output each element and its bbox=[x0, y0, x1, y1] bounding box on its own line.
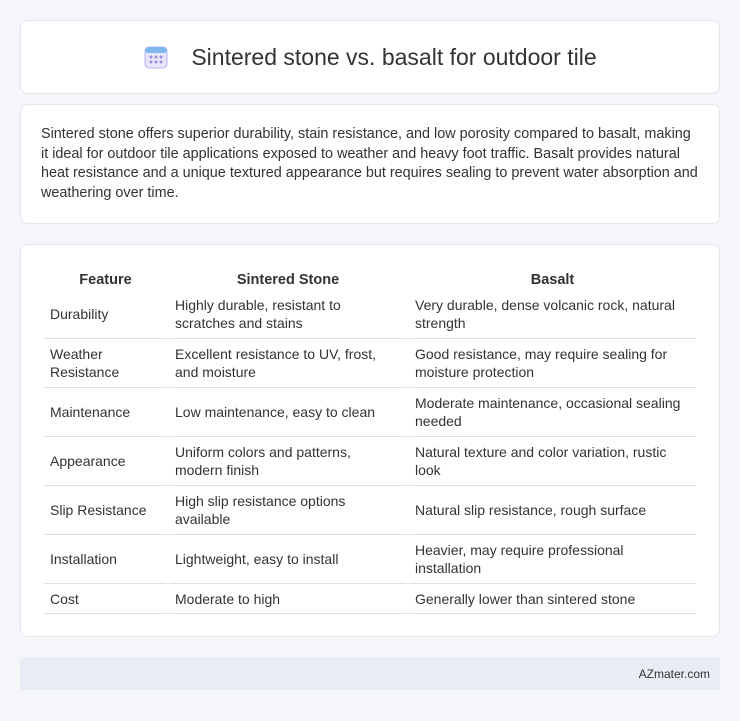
feature-cell: Maintenance bbox=[44, 388, 167, 437]
feature-cell: Slip Resistance bbox=[44, 486, 167, 535]
footer bbox=[20, 657, 720, 690]
summary-text: Sintered stone offers superior durability, stain resistance, and low porosity compared to basalt, making it ideal for outdoor tile applications exposed to weather and heavy foot traffic. Basalt provides natural heat resistance and a unique textured appearance but requires sealing to prevent water absorption and weathering over time. bbox=[41, 126, 698, 201]
header-feature: Feature bbox=[79, 271, 132, 288]
footer-brand[interactable]: AZmater.com bbox=[638, 666, 710, 681]
table-row bbox=[44, 339, 696, 388]
basalt-cell: Generally lower than sintered stone bbox=[409, 584, 696, 614]
basalt-cell: Heavier, may require professional installation bbox=[409, 535, 696, 584]
feature-cell: Cost bbox=[44, 584, 167, 614]
feature-cell: Durability bbox=[44, 290, 167, 339]
sintered-cell: Lightweight, easy to install bbox=[169, 535, 407, 584]
calendar-icon bbox=[143, 44, 169, 70]
table-row bbox=[44, 486, 696, 535]
title-card bbox=[20, 20, 720, 94]
feature-cell: Appearance bbox=[44, 437, 167, 486]
table-header-row bbox=[44, 265, 696, 290]
basalt-cell: Moderate maintenance, occasional sealing needed bbox=[409, 388, 696, 437]
sintered-cell: Low maintenance, easy to clean bbox=[169, 388, 407, 437]
basalt-cell: Natural slip resistance, rough surface bbox=[409, 486, 696, 535]
feature-cell: Weather Resistance bbox=[44, 339, 167, 388]
table-row bbox=[44, 388, 696, 437]
sintered-cell: Excellent resistance to UV, frost, and moisture bbox=[169, 339, 407, 388]
basalt-cell: Natural texture and color variation, rustic look bbox=[409, 437, 696, 486]
comparison-table-card bbox=[20, 244, 720, 637]
table-row bbox=[44, 535, 696, 584]
table-row bbox=[44, 584, 696, 614]
header-sintered-stone: Sintered Stone bbox=[236, 271, 340, 288]
comparison-table bbox=[42, 265, 698, 614]
sintered-cell: Highly durable, resistant to scratches and stains bbox=[169, 290, 407, 339]
basalt-cell: Very durable, dense volcanic rock, natural strength bbox=[409, 290, 696, 339]
table-row bbox=[44, 290, 696, 339]
sintered-cell: High slip resistance options available bbox=[169, 486, 407, 535]
summary-card bbox=[20, 104, 720, 224]
header-basalt: Basalt bbox=[530, 271, 575, 288]
sintered-cell: Uniform colors and patterns, modern finish bbox=[169, 437, 407, 486]
feature-cell: Installation bbox=[44, 535, 167, 584]
page-title: Sintered stone vs. basalt for outdoor tile bbox=[191, 43, 597, 70]
table-row bbox=[44, 437, 696, 486]
basalt-cell: Good resistance, may require sealing for moisture protection bbox=[409, 339, 696, 388]
sintered-cell: Moderate to high bbox=[169, 584, 407, 614]
